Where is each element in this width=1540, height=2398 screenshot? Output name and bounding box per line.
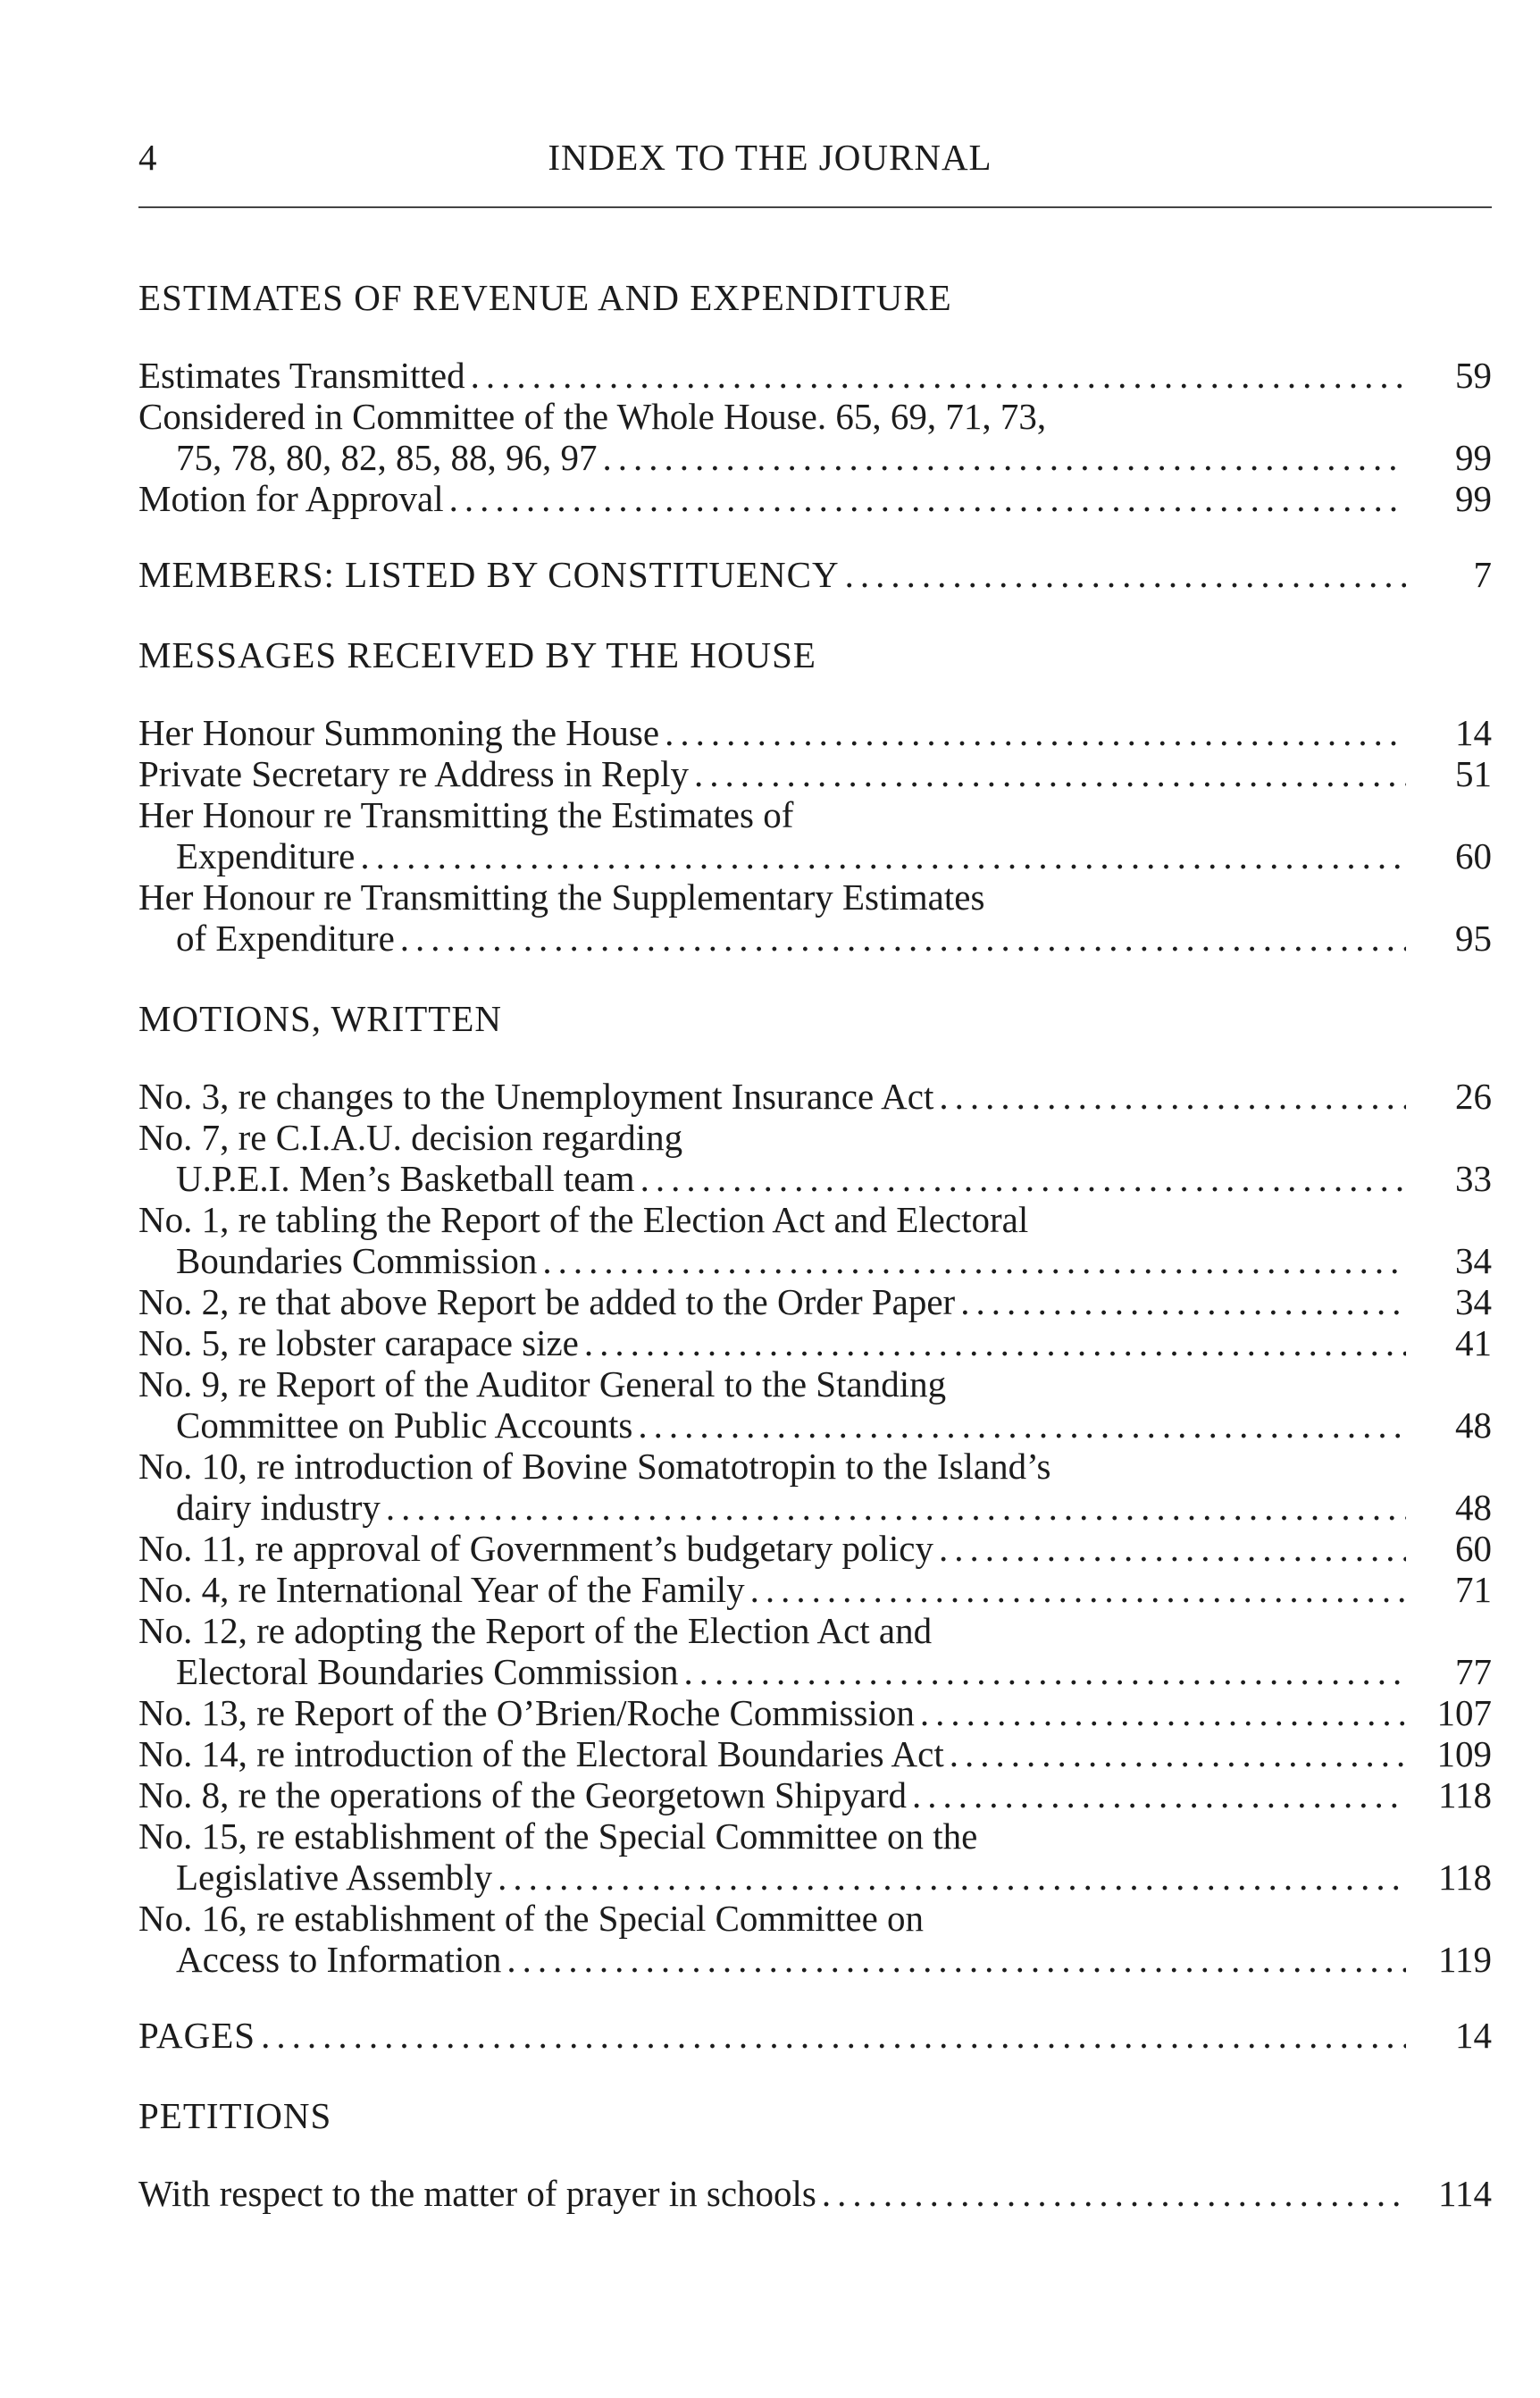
index-entry	[138, 1528, 1492, 1569]
dot-leader	[950, 1733, 1406, 1774]
dot-leader	[386, 1487, 1406, 1528]
entry-line	[138, 835, 1492, 876]
index-entry	[138, 876, 1492, 959]
index-entry	[138, 1898, 1492, 1980]
entry-text: No. 3, re changes to the Unemployment Insurance Act	[138, 1076, 934, 1117]
index-entry	[138, 1610, 1492, 1692]
index-entry	[138, 1322, 1492, 1363]
entry-text: Her Honour re Transmitting the Estimates of	[138, 794, 794, 835]
entry-text: No. 7, re C.I.A.U. decision regarding	[138, 1117, 683, 1158]
index-content	[138, 272, 1492, 2249]
entry-line	[138, 396, 1492, 437]
index-entry	[138, 1281, 1492, 1322]
entry-line	[138, 1651, 1492, 1692]
entry-line	[138, 1815, 1492, 1857]
entry-line	[138, 1898, 1492, 1939]
dot-leader	[400, 918, 1406, 959]
entry-text: No. 10, re introduction of Bovine Somatotropin to the Island’s	[138, 1446, 1051, 1487]
section-heading-entry	[138, 2015, 1492, 2056]
entry-text: No. 16, re establishment of the Special Committee on	[138, 1898, 925, 1939]
dot-leader	[506, 1939, 1406, 1980]
entry-text: Considered in Committee of the Whole House. 65, 69, 71, 73,	[138, 396, 1047, 437]
entry-line	[138, 1569, 1492, 1610]
dot-leader	[912, 1774, 1406, 1815]
entry-text: No. 4, re International Year of the Family	[138, 1569, 745, 1610]
entry-text: Electoral Boundaries Commission	[176, 1651, 679, 1692]
page-reference: 107	[1436, 1692, 1492, 1733]
entry-line	[138, 1404, 1492, 1446]
entry-text: U.P.E.I. Men’s Basketball team	[176, 1158, 635, 1199]
entry-text: Boundaries Commission	[176, 1240, 538, 1281]
page-reference: 119	[1438, 1939, 1492, 1980]
entry-text: of Expenditure	[176, 918, 395, 959]
dot-leader	[584, 1322, 1406, 1363]
entry-line	[138, 1939, 1492, 1980]
entry-line	[138, 1692, 1492, 1733]
entry-line	[138, 1487, 1492, 1528]
entry-line	[138, 1199, 1492, 1240]
entry-text: Estimates Transmitted	[138, 355, 465, 396]
index-section	[138, 554, 1492, 595]
index-entry	[138, 1199, 1492, 1281]
page-reference: 51	[1455, 753, 1492, 794]
index-entry	[138, 355, 1492, 396]
index-entry	[138, 1774, 1492, 1815]
entry-text: No. 12, re adopting the Report of the Election Act and	[138, 1610, 933, 1651]
entry-line	[138, 1158, 1492, 1199]
entry-line	[138, 355, 1492, 396]
index-section	[138, 2091, 1492, 2214]
entry-text: No. 5, re lobster carapace size	[138, 1322, 579, 1363]
page-reference: 14	[1455, 2015, 1492, 2056]
section-heading: PAGES	[138, 2015, 256, 2056]
entry-text: With respect to the matter of prayer in schools	[138, 2173, 816, 2214]
entry-text: No. 2, re that above Report be added to the Order Paper	[138, 1281, 956, 1322]
index-entry	[138, 1363, 1492, 1446]
entry-text: Motion for Approval	[138, 478, 444, 519]
dot-leader	[360, 835, 1406, 876]
entry-text: 75, 78, 80, 82, 85, 88, 96, 97	[176, 437, 598, 478]
entry-line	[138, 478, 1492, 519]
entry-line	[138, 876, 1492, 918]
page-reference: 114	[1438, 2173, 1492, 2214]
dot-leader	[750, 1569, 1406, 1610]
entry-text: Expenditure	[176, 835, 356, 876]
entry-line	[138, 1076, 1492, 1117]
entry-line	[138, 1322, 1492, 1363]
index-entry	[138, 1117, 1492, 1199]
index-section	[138, 2015, 1492, 2056]
entry-line	[138, 1733, 1492, 1774]
index-section	[138, 272, 1492, 519]
section-heading-entry	[138, 554, 1492, 595]
entry-line	[138, 753, 1492, 794]
index-entry	[138, 478, 1492, 519]
entry-text: No. 13, re Report of the O’Brien/Roche Commission	[138, 1692, 915, 1733]
page-reference: 34	[1455, 1240, 1492, 1281]
entry-text: Legislative Assembly	[176, 1857, 493, 1898]
page-reference: 118	[1438, 1857, 1492, 1898]
page-reference: 7	[1473, 554, 1492, 595]
index-entry	[138, 2173, 1492, 2214]
page-reference: 77	[1455, 1651, 1492, 1692]
dot-leader	[471, 355, 1406, 396]
page-reference: 71	[1455, 1569, 1492, 1610]
dot-leader	[603, 437, 1407, 478]
page-reference: 99	[1455, 437, 1492, 478]
index-entry	[138, 753, 1492, 794]
page-reference: 48	[1455, 1487, 1492, 1528]
entry-line	[138, 437, 1492, 478]
entry-text: Her Honour re Transmitting the Supplementary Estimates	[138, 876, 985, 918]
entry-line	[138, 918, 1492, 959]
section-heading: PETITIONS	[138, 2095, 332, 2136]
page-reference: 26	[1455, 1076, 1492, 1117]
dot-leader	[640, 1158, 1406, 1199]
entry-line	[138, 1610, 1492, 1651]
dot-leader	[822, 2173, 1406, 2214]
index-section	[138, 630, 1492, 959]
dot-leader	[638, 1404, 1406, 1446]
entry-text: No. 8, re the operations of the Georgetown Shipyard	[138, 1774, 908, 1815]
entry-line	[138, 794, 1492, 835]
entry-text: Private Secretary re Address in Reply	[138, 753, 689, 794]
entry-text: No. 11, re approval of Government’s budgetary policy	[138, 1528, 933, 1569]
header-rule	[138, 206, 1492, 208]
entry-line	[138, 1240, 1492, 1281]
page-reference: 95	[1455, 918, 1492, 959]
section-heading: MOTIONS, WRITTEN	[138, 998, 502, 1039]
dot-leader	[261, 2015, 1406, 2056]
section-heading: MESSAGES RECEIVED BY THE HOUSE	[138, 634, 816, 675]
section-heading: MEMBERS: LISTED BY CONSTITUENCY	[138, 554, 840, 595]
index-entry	[138, 712, 1492, 753]
page-number: 4	[138, 137, 157, 178]
entry-line	[138, 1446, 1492, 1487]
page-reference: 14	[1455, 712, 1492, 753]
entry-text: No. 14, re introduction of the Electoral Boundaries Act	[138, 1733, 944, 1774]
running-head-title: INDEX TO THE JOURNAL	[548, 137, 992, 178]
entry-line	[138, 2173, 1492, 2214]
index-entry	[138, 794, 1492, 876]
index-entry	[138, 1076, 1492, 1117]
index-section	[138, 994, 1492, 1980]
entry-line	[138, 1117, 1492, 1158]
dot-leader	[845, 554, 1406, 595]
dot-leader	[939, 1528, 1406, 1569]
index-entry	[138, 1692, 1492, 1733]
entry-text: No. 1, re tabling the Report of the Election Act and Electoral	[138, 1199, 1029, 1240]
entry-text: Committee on Public Accounts	[176, 1404, 633, 1446]
entry-line	[138, 712, 1492, 753]
page-reference: 60	[1455, 835, 1492, 876]
entry-line	[138, 1774, 1492, 1815]
dot-leader	[542, 1240, 1406, 1281]
page-reference: 33	[1455, 1158, 1492, 1199]
index-entry	[138, 1733, 1492, 1774]
entry-text: Her Honour Summoning the House	[138, 712, 660, 753]
section-heading: ESTIMATES OF REVENUE AND EXPENDITURE	[138, 277, 952, 318]
dot-leader	[665, 712, 1406, 753]
entry-text: No. 9, re Report of the Auditor General to the Standing	[138, 1363, 947, 1404]
entry-text: dairy industry	[176, 1487, 381, 1528]
entry-line	[138, 1363, 1492, 1404]
dot-leader	[498, 1857, 1406, 1898]
dot-leader	[960, 1281, 1406, 1322]
entry-line	[138, 1528, 1492, 1569]
entry-text: No. 15, re establishment of the Special Committee on the	[138, 1815, 978, 1857]
entry-line	[138, 1281, 1492, 1322]
page-reference: 34	[1455, 1281, 1492, 1322]
dot-leader	[694, 753, 1406, 794]
entry-text: Access to Information	[176, 1939, 502, 1980]
page-reference: 109	[1436, 1733, 1492, 1774]
dot-leader	[684, 1651, 1406, 1692]
page-reference: 118	[1438, 1774, 1492, 1815]
dot-leader	[939, 1076, 1406, 1117]
page-reference: 99	[1455, 478, 1492, 519]
page-reference: 41	[1455, 1322, 1492, 1363]
dot-leader	[449, 478, 1406, 519]
page-reference: 59	[1455, 355, 1492, 396]
page-reference: 48	[1455, 1404, 1492, 1446]
entry-line	[138, 1857, 1492, 1898]
dot-leader	[920, 1692, 1406, 1733]
page-reference: 60	[1455, 1528, 1492, 1569]
index-entry	[138, 1815, 1492, 1898]
index-entry	[138, 1569, 1492, 1610]
index-entry	[138, 1446, 1492, 1528]
index-entry	[138, 396, 1492, 478]
